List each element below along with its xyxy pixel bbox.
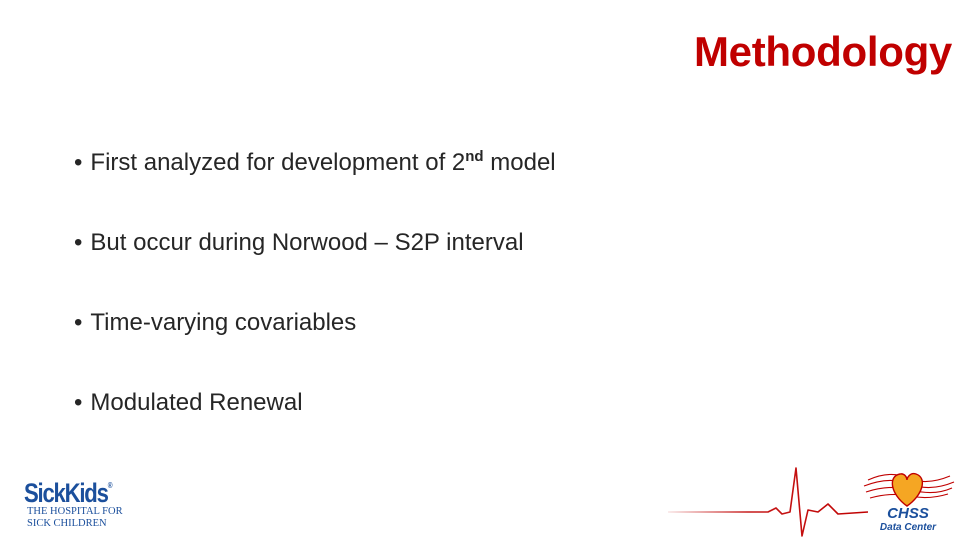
- bullet-item: [74, 144, 556, 224]
- bullet-item: [74, 304, 556, 384]
- bullet-text: Time-varying covariables: [90, 309, 357, 336]
- bullet-text: Modulated Renewal: [90, 389, 303, 416]
- bullet-marker: •: [74, 149, 83, 176]
- sickkids-subtitle: THE HOSPITAL FOR SICK CHILDREN: [27, 506, 123, 529]
- sickkids-logo: [24, 478, 144, 538]
- bullet-marker: •: [74, 389, 83, 416]
- bullet-item: [74, 384, 556, 464]
- ekg-line-icon: [668, 462, 868, 540]
- bullet-superscript: nd: [465, 148, 484, 165]
- bullet-text-tail: model: [483, 149, 556, 176]
- sickkids-wordmark: SickKids®: [24, 478, 113, 508]
- chss-data-center-logo: [860, 466, 956, 536]
- slide-title: Methodology: [694, 28, 952, 75]
- bullet-text: First analyzed for development of 2: [90, 149, 466, 176]
- bullet-text: But occur during Norwood – S2P interval: [90, 229, 524, 256]
- bullet-list: [74, 144, 556, 464]
- svg-text:CHSS: CHSS: [887, 505, 929, 522]
- svg-text:Data Center: Data Center: [879, 522, 937, 533]
- bullet-item: [74, 224, 556, 304]
- bullet-marker: •: [74, 229, 83, 256]
- bullet-marker: •: [74, 309, 83, 336]
